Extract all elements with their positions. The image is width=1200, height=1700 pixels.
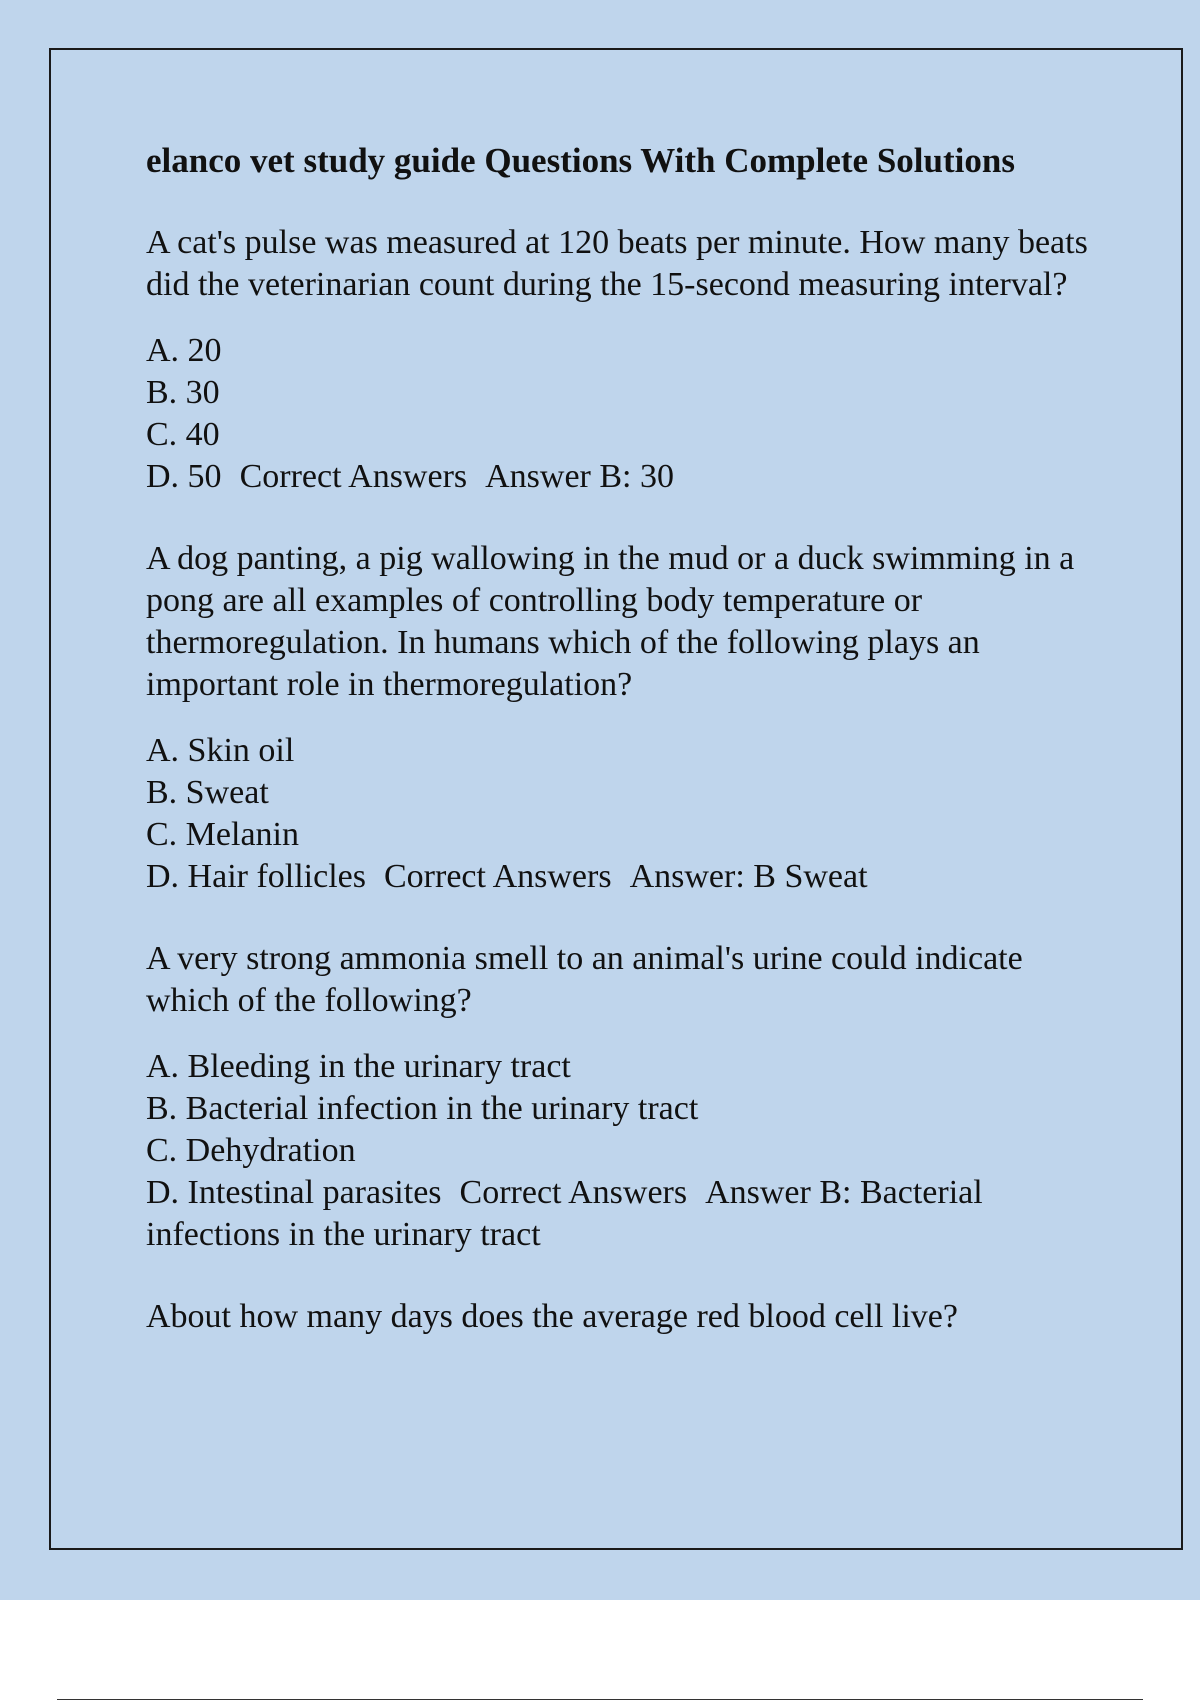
answer-text: Answer B: 30 [485,458,675,495]
question-4 [146,1296,1096,1338]
question-text: A dog panting, a pig wallowing in the mud or a duck swimming in a pong are all examples of controlling body temperature or thermoregulation. In humans which of the following plays an important role in thermoregulation? [146,540,1075,703]
option-d: D. Intestinal parasites [146,1174,442,1211]
answer-text: Answer: B Sweat [629,858,868,895]
option-d-with-answer [146,1172,1096,1256]
option-a: A. Skin oil [146,732,295,769]
option-d-with-answer [146,456,1096,498]
option-c: C. Dehydration [146,1132,356,1169]
option-b: B. Sweat [146,774,269,811]
document-title: elanco vet study guide Questions With Complete Solutions [146,141,1015,180]
question-text: About how many days does the average red blood cell live? [146,1298,958,1335]
answer-label: Correct Answers [239,458,468,495]
option-d: D. 50 [146,458,222,495]
question-2 [146,538,1096,898]
answer-text: Answer B: Bacterial infections in the urinary tract [146,1174,983,1253]
option-b: B. 30 [146,374,220,411]
question-1 [146,222,1096,498]
option-a: A. Bleeding in the urinary tract [146,1048,571,1085]
option-c: C. 40 [146,416,220,453]
question-text: A very strong ammonia smell to an animal's urine could indicate which of the following? [146,940,1023,1019]
option-a: A. 20 [146,332,222,369]
answer-label: Correct Answers [384,858,612,895]
option-b: B. Bacterial infection in the urinary tract [146,1090,699,1127]
document-content [146,140,1096,1378]
question-3 [146,938,1096,1256]
option-d-with-answer [146,856,1096,898]
answer-label: Correct Answers [459,1174,688,1211]
option-d: D. Hair follicles [146,858,366,895]
option-c: C. Melanin [146,816,299,853]
question-text: A cat's pulse was measured at 120 beats per minute. How many beats did the veterinarian count during the 15-second measuring interval? [146,224,1088,303]
